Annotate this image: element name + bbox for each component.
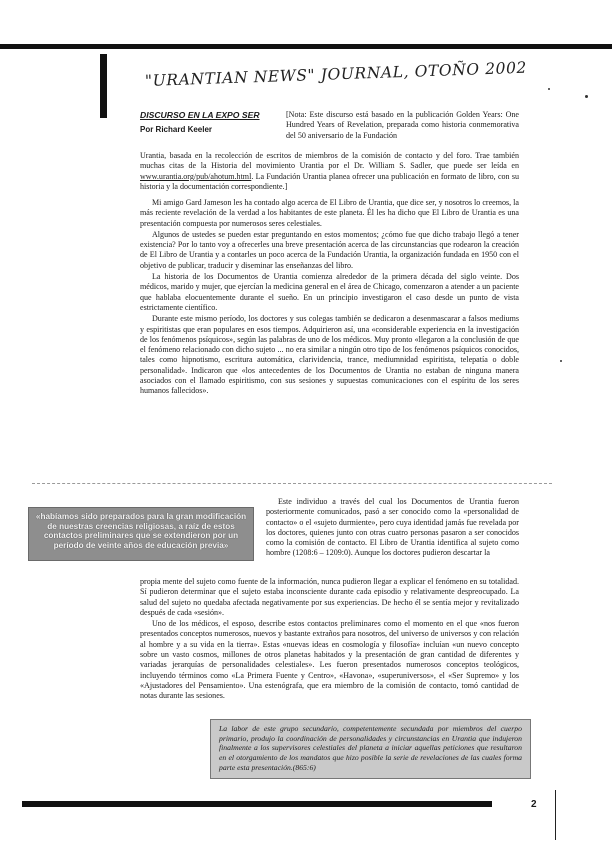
bottom-rule [22,801,492,807]
article-body-top [140,198,519,398]
paragraph: Algunos de ustedes se pueden estar preguntando en estos momentos; ¿cómo fue que dicho trabajo llegó a tener existencia? Por lo tanto voy a ofrecerles una breve presentación acerca de las circunstancias que rodearon la creación de El Libro de Urantia y a contarles un poco acerca de la Fundación Urantia, la organización fundada en 1950 con el objetivo de publicar, traducir y diseminar las enseñanzas del libro. [140,229,519,270]
scan-speck [548,88,550,90]
handwritten-header: "URANTIAN NEWS" JOURNAL, OTOÑO 2002 [144,58,528,90]
editor-note-intro: [Nota: Este discurso está basado en la publicación Golden Years: One Hundred Years of Revelation, preparada como historia conmemorativa del 50 aniversario de la Fundación [286,110,519,140]
paragraph: propia mente del sujeto como fuente de la información, nunca pudieron llegar a explicar el fenómeno en su totalidad. Sí pudieron determinar que el sujeto estaba inconsciente durante cada episodio y relativamente despreocupado. La salud del sujeto no quedaba afectada negativamente por sus experiencias. De hecho él se sentía mejor y revitalizado después de cada «sesión». [140,577,519,617]
article-byline: Por Richard Keeler [140,125,213,134]
left-margin-bar [100,54,107,118]
page-number: 2 [531,799,537,810]
paragraph: Este individuo a través del cual los Documentos de Urantia fueron posteriormente comunicados, pasó a ser conocido como la «personalidad de contacto» o el «sujeto durmiente», pero cuya identidad jamás fue revelada por los doctores, quienes junto con otras cuatro personas pasaron a ser conocidos como la comisión de contacto. El Libro de Urantia identifica al sujeto como hombre (1208:6 – 1209:0). Aunque los doctores pudieron descartar la [266,497,519,558]
editor-note-text-1: Urantia, basada en la recolección de escritos de miembros de la comisión de contacto y del foro. Trae también muchas citas de la Historia del movimiento Urantia por el Dr. William S. Sadler, que puede ser leída en [140,151,519,171]
article-headline: DISCURSO EN LA EXPO SER [140,110,260,120]
right-margin-line [555,790,556,840]
article-body-middle [266,497,519,559]
paragraph: Durante este mismo período, los doctores y sus colegas también se dedicaron a desenmascarar a falsos mediums y espiritistas que eran populares en esos tiempos. Adquirieron así, una «considerable experiencia en la investigación de los fenómenos psíquicos», según las palabras de uno de los médicos. Muy pronto «llegaron a la conclusión de que el fenómeno relacionado con dicho sujeto ... no era similar a ningún otro tipo de los fenómenos psíquicos conocidos, tales como hipnotismo, escritura automática, clarividencia, trance, mediumnidad espiritista, telepatía o doble personalidad». Indicaron que «los antecedentes de los Documentos de Urantia no estaban de ninguna manera asociados con el llamado espiritismo, con sus sesiones y supuestas comunicaciones con el espíritu de los seres humanos fallecidos». [140,314,519,396]
scan-speck [585,95,588,98]
top-rule [0,44,612,49]
pull-quote-box [28,507,254,561]
history-link[interactable]: www.urantia.org/pub/ahotum.html [140,171,252,181]
pull-quote-text: «habíamos sido preparados para la gran modificación de nuestras creencias religiosas, a raíz de estos contactos preliminares que se extendieron por un período de veinte años de educación previa» [35,512,247,550]
paragraph: La historia de los Documentos de Urantia comienza alrededor de la primera década del siglo veinte. Dos médicos, marido y mujer, que ejercían la medicina general en el área de Chicago, comenzaron a atender a un paciente que hablaba elocuentemente durante el sueño. En un principio investigaron el caso desde un punto de vista estrictamente científico. [140,272,519,312]
scan-speck [560,360,562,362]
citation-quote-text: La labor de este grupo secundario, competentemente secundada por miembros del cuerpo primario, produjo la coordinación de personalidades y circunstancias en Urantia que indujeron finalmente a los supervisores celestiales del planeta a iniciar aquellas peticiones que resultaron en el otorgamiento de los mandatos que hizo posible la serie de revelaciones de las cuales forma parte esta presentación.(865:6) [219,724,522,772]
dashed-divider [32,483,552,484]
editor-note-text-2: . La Fundación Urantia planea ofrecer una publicación en formato de libro, con su historia y la documentación correspondiente.] [140,171,519,191]
paragraph: Mi amigo Gard Jameson les ha contado algo acerca de El Libro de Urantia, que dice ser, y nosotros lo creemos, la más reciente revelación de la verdad a los habitantes de este planeta. Él les ha dicho que El Libro de Urantia es una presentación compuesta por numerosos seres celestiales. [140,198,519,228]
citation-quote-box [210,719,531,779]
article-body-bottom [140,577,519,703]
editor-note-continued [140,151,519,192]
paragraph: Uno de los médicos, el esposo, describe estos contactos preliminares como el momento en el que «nos fueron presentados conceptos numerosos, nuevos y bastante extraños para nosotros, del universo de universos y con relación al hombre y a su vida en la tierra». Estas «nuevas ideas en cosmología y filosofía» incluían «un nuevo concepto sobre un vasto cosmos, millones de otros planetas habitados y la presentación de gran cantidad de diferentes y variadas jerarquías de personalidades celestiales». Les fueron presentados numerosos conceptos teológicos, incluyendo términos como «La Primera Fuente y Centro», «Havona», «superuniversos», el «Ser Supremo» y los «Ajustadores del Pensamiento». Una estenógrafa, que era miembro de la comisión de contacto, tomó cantidad de notas durante las sesiones. [140,619,519,701]
